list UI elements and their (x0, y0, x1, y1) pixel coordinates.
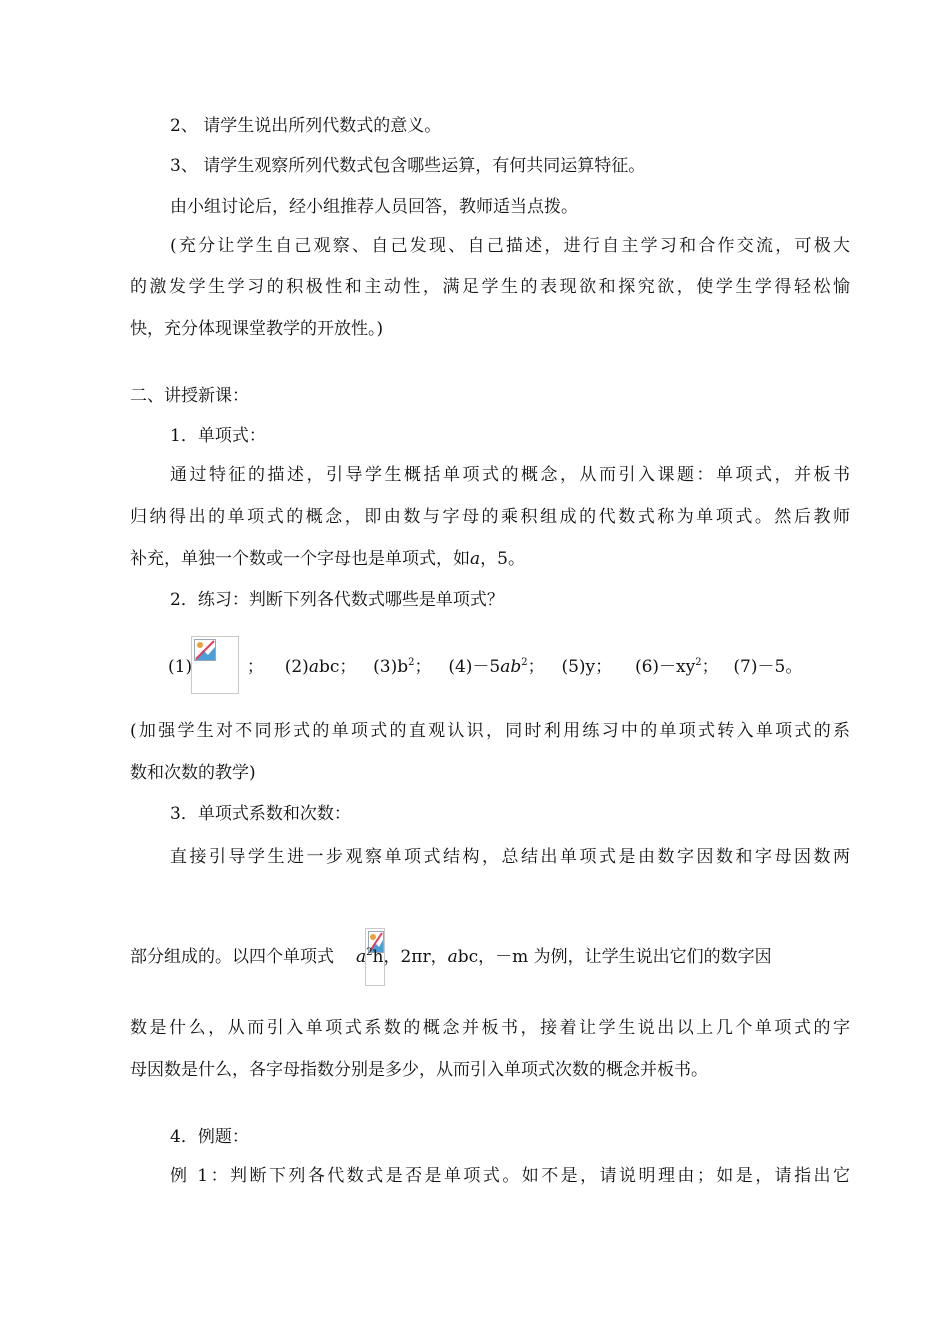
variable: a (356, 947, 367, 967)
subheading-coefficient-degree: 3．单项式系数和次数： (170, 804, 351, 824)
exercise-note-line-1: (加强学生对不同形式的单项式的直观认识，同时利用练习中的单项式转入单项式的系 (130, 721, 850, 741)
exercise-item-4 (448, 654, 544, 680)
monomial-para-line-3 (130, 547, 850, 571)
text-segment: (2) (284, 657, 309, 677)
subheading-examples: 4．例题： (170, 1127, 249, 1147)
subheading-exercise: 2．练习：判断下列各代数式哪些是单项式？ (170, 590, 504, 610)
text-segment: (3)b (373, 657, 409, 677)
separator: ； (246, 657, 264, 677)
coefficient-para-line-3: 数是什么，从而引入单项式系数的概念并板书，接着让学生说出以上几个单项式的字 (130, 1018, 850, 1038)
exercise-item-1: (1) (168, 657, 193, 677)
variable: ab (500, 657, 522, 677)
variable: a (447, 947, 458, 967)
monomial-para-line-2: 归纳得出的单项式的概念，即由数与字母的乘积组成的代数式称为单项式。然后教师 (130, 507, 850, 527)
text-segment: ； (527, 657, 545, 677)
exercise-item-6 (635, 654, 719, 680)
coefficient-para-line-1: 直接引导学生进一步观察单项式结构，总结出单项式是由数字因数和字母因数两 (170, 847, 850, 867)
text-segment: 补充，单独一个数或一个字母也是单项式，如 (130, 549, 470, 569)
exercise-item-2 (285, 654, 357, 680)
exponent: 2 (408, 657, 415, 668)
example-line-1: 例 1：判断下列各代数式是否是单项式。如不是，请说明理由；如是，请指出它 (170, 1166, 850, 1186)
exponent: 2 (366, 947, 373, 958)
exercise-item-7: (7)－5。 (733, 657, 803, 677)
line-p2: 3、 请学生观察所列代数式包含哪些运算，有何共同运算特征。 (170, 156, 646, 176)
subheading-monomial: 1．单项式： (170, 426, 266, 446)
variable: a (470, 549, 481, 569)
text-segment: ； (414, 657, 432, 677)
text-segment: (6)－xy (634, 657, 696, 677)
text-segment: bc，－m 为例，让学生说出它们的数字因 (457, 947, 772, 967)
text-segment: (4)－5 (448, 657, 501, 677)
coefficient-para-line-4: 母因数是什么，各字母指数分别是多少，从而引入单项式次数的概念并板书。 (130, 1060, 708, 1080)
exponent: 2 (521, 657, 528, 668)
text-segment: 部分组成的。以四个单项式 (130, 947, 334, 967)
variable: a (308, 657, 319, 677)
text-segment: h，2πr， (372, 947, 448, 967)
coefficient-para-line-2 (130, 945, 850, 969)
exercise-item-5: (5)y； (561, 657, 613, 677)
section-heading: 二、讲授新课： (130, 386, 249, 406)
paragraph-note-line-2: 的激发学生学习的积极性和主动性，满足学生的表现欲和探究欲，使学生学得轻松愉 (130, 277, 850, 297)
exercise-item-3 (373, 654, 431, 680)
text-segment: bc； (318, 657, 357, 677)
exponent: 2 (695, 657, 702, 668)
paragraph-note-line-3: 快，充分体现课堂教学的开放性。) (130, 319, 384, 339)
monomial-para-line-1: 通过特征的描述，引导学生概括单项式的概念，从而引入课题：单项式，并板书 (170, 465, 850, 485)
paragraph-note-line-1: (充分让学生自己观察、自己发现、自己描述，进行自主学习和合作交流，可极大 (170, 236, 850, 256)
text-segment: ； (701, 657, 719, 677)
line-p3: 由小组讨论后，经小组推荐人员回答，教师适当点拨。 (170, 197, 578, 217)
text-segment: ，5。 (480, 549, 525, 569)
exercise-note-line-2: 数和次数的教学) (130, 763, 256, 783)
exercise-row (168, 654, 802, 680)
line-p1: 2、 请学生说出所列代数式的意义。 (170, 116, 442, 136)
